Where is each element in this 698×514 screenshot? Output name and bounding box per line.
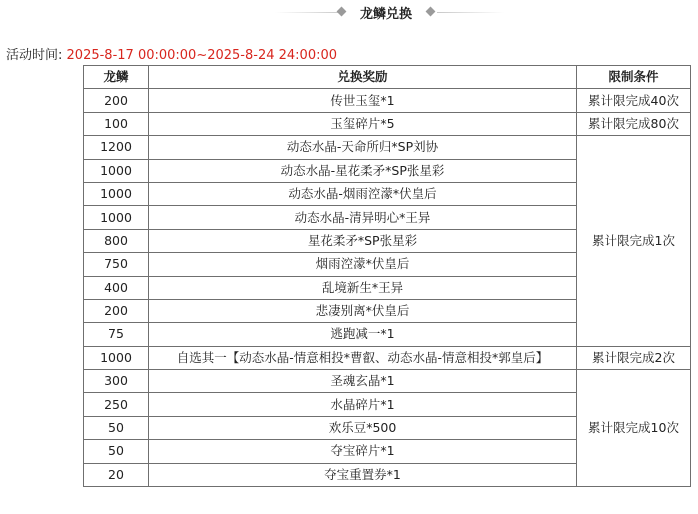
cost-cell: 50 bbox=[84, 416, 149, 439]
reward-cell: 夺宝碎片*1 bbox=[149, 440, 577, 463]
reward-cell: 动态水晶-烟雨涳濛*伏皇后 bbox=[149, 182, 577, 205]
cost-cell: 200 bbox=[84, 89, 149, 112]
cost-cell: 200 bbox=[84, 299, 149, 322]
reward-cell: 动态水晶-清异明心*王异 bbox=[149, 206, 577, 229]
cost-cell: 75 bbox=[84, 323, 149, 346]
table-row bbox=[84, 346, 691, 369]
column-header-reward: 兑换奖励 bbox=[149, 66, 577, 89]
cost-cell: 20 bbox=[84, 463, 149, 486]
cost-cell: 1000 bbox=[84, 182, 149, 205]
reward-cell: 星花柔矛*SP张星彩 bbox=[149, 229, 577, 252]
table-row bbox=[84, 112, 691, 135]
cost-cell: 400 bbox=[84, 276, 149, 299]
cost-cell: 300 bbox=[84, 370, 149, 393]
reward-cell: 乱境新生*王异 bbox=[149, 276, 577, 299]
reward-cell: 悲凄别离*伏皇后 bbox=[149, 299, 577, 322]
activity-time bbox=[6, 44, 337, 63]
limit-cell: 累计限完成10次 bbox=[577, 370, 691, 487]
cost-cell: 1000 bbox=[84, 159, 149, 182]
table-row bbox=[84, 370, 691, 393]
column-header-limit: 限制条件 bbox=[577, 66, 691, 89]
cost-cell: 1000 bbox=[84, 346, 149, 369]
cost-cell: 1200 bbox=[84, 136, 149, 159]
reward-cell: 水晶碎片*1 bbox=[149, 393, 577, 416]
limit-cell: 累计限完成40次 bbox=[577, 89, 691, 112]
cost-cell: 800 bbox=[84, 229, 149, 252]
reward-cell: 逃跑减一*1 bbox=[149, 323, 577, 346]
cost-cell: 250 bbox=[84, 393, 149, 416]
reward-cell: 夺宝重置券*1 bbox=[149, 463, 577, 486]
table-header-row bbox=[84, 66, 691, 89]
reward-cell: 自选其一【动态水晶-情意相投*曹叡、动态水晶-情意相投*郭皇后】 bbox=[149, 346, 577, 369]
reward-cell: 玉玺碎片*5 bbox=[149, 112, 577, 135]
reward-cell: 欢乐豆*500 bbox=[149, 416, 577, 439]
diamond-icon bbox=[337, 7, 347, 17]
limit-cell: 累计限完成1次 bbox=[577, 136, 691, 347]
limit-cell: 累计限完成2次 bbox=[577, 346, 691, 369]
section-title-bar bbox=[0, 0, 698, 28]
table-row bbox=[84, 136, 691, 159]
cost-cell: 1000 bbox=[84, 206, 149, 229]
table-row bbox=[84, 89, 691, 112]
section-title: 龙鳞兑换 bbox=[359, 7, 412, 22]
reward-cell: 动态水晶-天命所归*SP刘协 bbox=[149, 136, 577, 159]
reward-cell: 烟雨涳濛*伏皇后 bbox=[149, 253, 577, 276]
cost-cell: 50 bbox=[84, 440, 149, 463]
activity-time-label: 活动时间: bbox=[6, 48, 63, 63]
cost-cell: 100 bbox=[84, 112, 149, 135]
column-header-cost: 龙鳞 bbox=[84, 66, 149, 89]
title-divider-left bbox=[275, 12, 342, 13]
cost-cell: 750 bbox=[84, 253, 149, 276]
exchange-table bbox=[83, 65, 691, 487]
limit-cell: 累计限完成80次 bbox=[577, 112, 691, 135]
reward-cell: 动态水晶-星花柔矛*SP张星彩 bbox=[149, 159, 577, 182]
activity-time-value: 2025-8-17 00:00:00~2025-8-24 24:00:00 bbox=[66, 48, 338, 63]
reward-cell: 传世玉玺*1 bbox=[149, 89, 577, 112]
diamond-icon bbox=[426, 7, 436, 17]
reward-cell: 圣魂玄晶*1 bbox=[149, 370, 577, 393]
title-divider-right bbox=[437, 12, 504, 13]
